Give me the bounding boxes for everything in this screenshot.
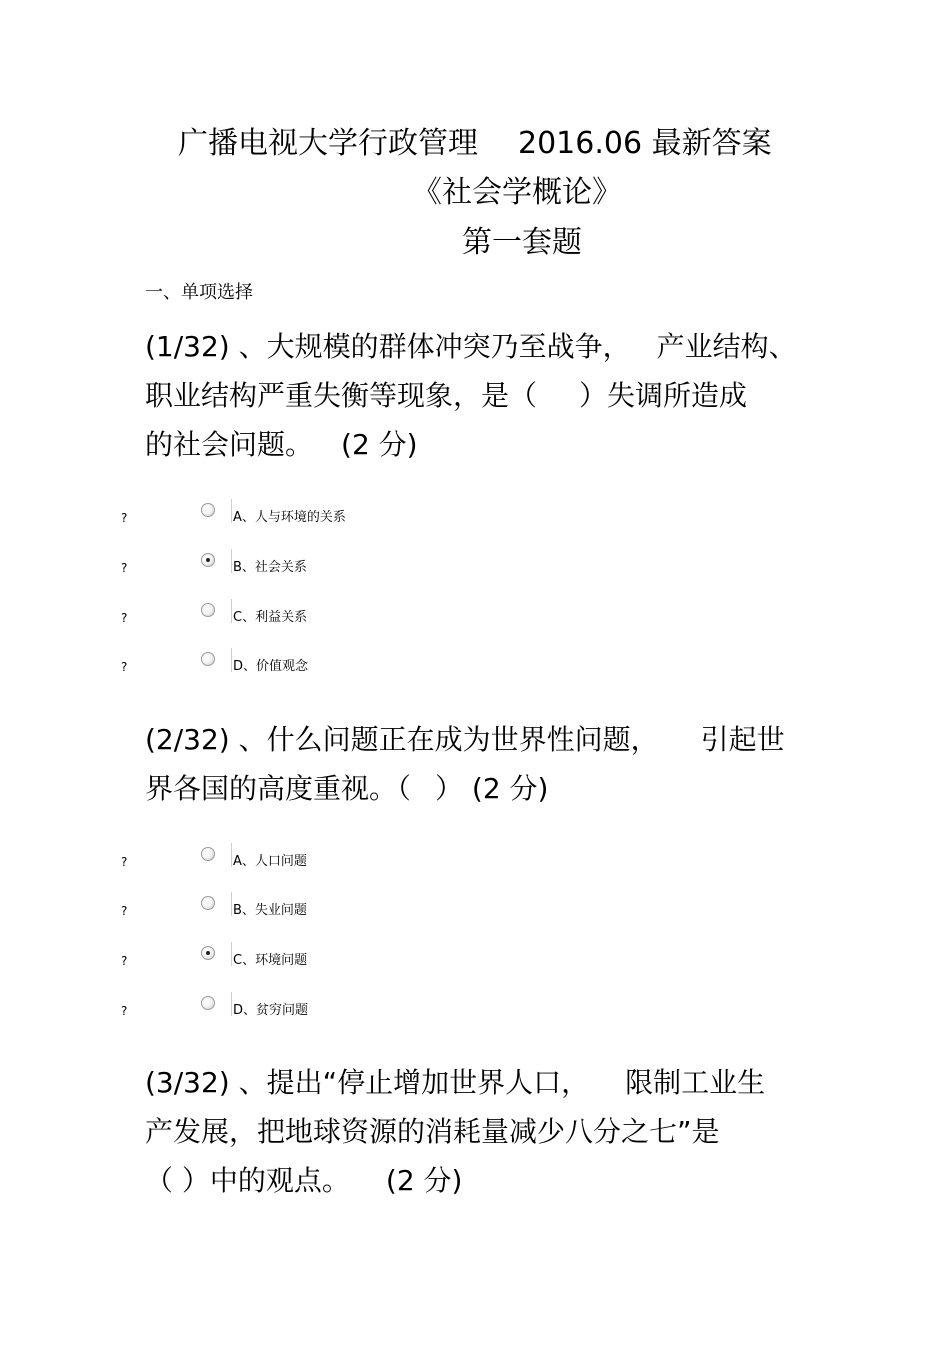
option-label: B、社会关系 [233, 560, 307, 575]
divider [231, 499, 232, 523]
divider [231, 599, 232, 623]
option-row[interactable] [0, 553, 950, 583]
divider [231, 892, 232, 916]
bullet-marker: ? [121, 611, 128, 625]
question-line: (3/32) 、提出“停止增加世界人口， 限制工业生 [145, 1066, 766, 1099]
document-title-line-2: 《社会学概论》 [412, 175, 622, 210]
divider [231, 648, 232, 672]
radio-button-icon[interactable] [201, 996, 215, 1010]
question-1 [145, 322, 805, 469]
bullet-marker: ? [121, 855, 128, 869]
question-line: 职业结构严重失衡等现象，是（ ）失调所造成 [145, 379, 748, 412]
question-line: 产发展，把地球资源的消耗量减少八分之七”是 [145, 1115, 720, 1148]
option-row[interactable] [0, 503, 950, 533]
radio-button-icon[interactable] [201, 603, 215, 617]
bullet-marker: ? [121, 561, 128, 575]
title-text-b: 2016.06 最新答案 [518, 126, 772, 161]
option-label: B、失业问题 [233, 903, 307, 918]
option-row[interactable] [0, 996, 950, 1026]
bullet-marker: ? [121, 904, 128, 918]
document-title-line-3: 第一套题 [462, 225, 582, 260]
radio-button-selected-icon[interactable] [201, 553, 215, 567]
question-line: 界各国的高度重视。（ ） (2 分) [145, 772, 549, 805]
question-line: （ ）中的观点。 (2 分) [145, 1164, 463, 1197]
option-label: D、贫穷问题 [233, 1003, 309, 1018]
question-line: (1/32) 、大规模的群体冲突乃至战争， 产业结构、 [145, 330, 797, 363]
divider [231, 843, 232, 867]
option-row[interactable] [0, 652, 950, 682]
question-3 [145, 1058, 805, 1205]
option-label: C、利益关系 [233, 610, 308, 625]
bullet-marker: ? [121, 511, 128, 525]
radio-button-icon[interactable] [201, 896, 215, 910]
question-2 [145, 715, 805, 813]
title-text-a: 广播电视大学行政管理 [178, 126, 478, 161]
document-title-line-1 [178, 124, 772, 164]
divider [231, 942, 232, 966]
radio-button-icon[interactable] [201, 652, 215, 666]
option-row[interactable] [0, 946, 950, 976]
option-row[interactable] [0, 896, 950, 926]
divider [231, 992, 232, 1016]
option-row[interactable] [0, 603, 950, 633]
radio-button-icon[interactable] [201, 847, 215, 861]
bullet-marker: ? [121, 954, 128, 968]
bullet-marker: ? [121, 660, 128, 674]
option-label: A、人口问题 [233, 854, 307, 869]
option-label: D、价值观念 [233, 659, 309, 674]
question-line: (2/32) 、什么问题正在成为世界性问题， 引起世 [145, 723, 785, 756]
option-label: C、环境问题 [233, 953, 308, 968]
question-line: 的社会问题。 (2 分) [145, 428, 418, 461]
bullet-marker: ? [121, 1004, 128, 1018]
section-heading: 一、单项选择 [145, 282, 253, 303]
option-label: A、人与环境的关系 [233, 510, 346, 525]
radio-button-selected-icon[interactable] [201, 946, 215, 960]
divider [231, 549, 232, 573]
radio-button-icon[interactable] [201, 503, 215, 517]
option-row[interactable] [0, 847, 950, 877]
